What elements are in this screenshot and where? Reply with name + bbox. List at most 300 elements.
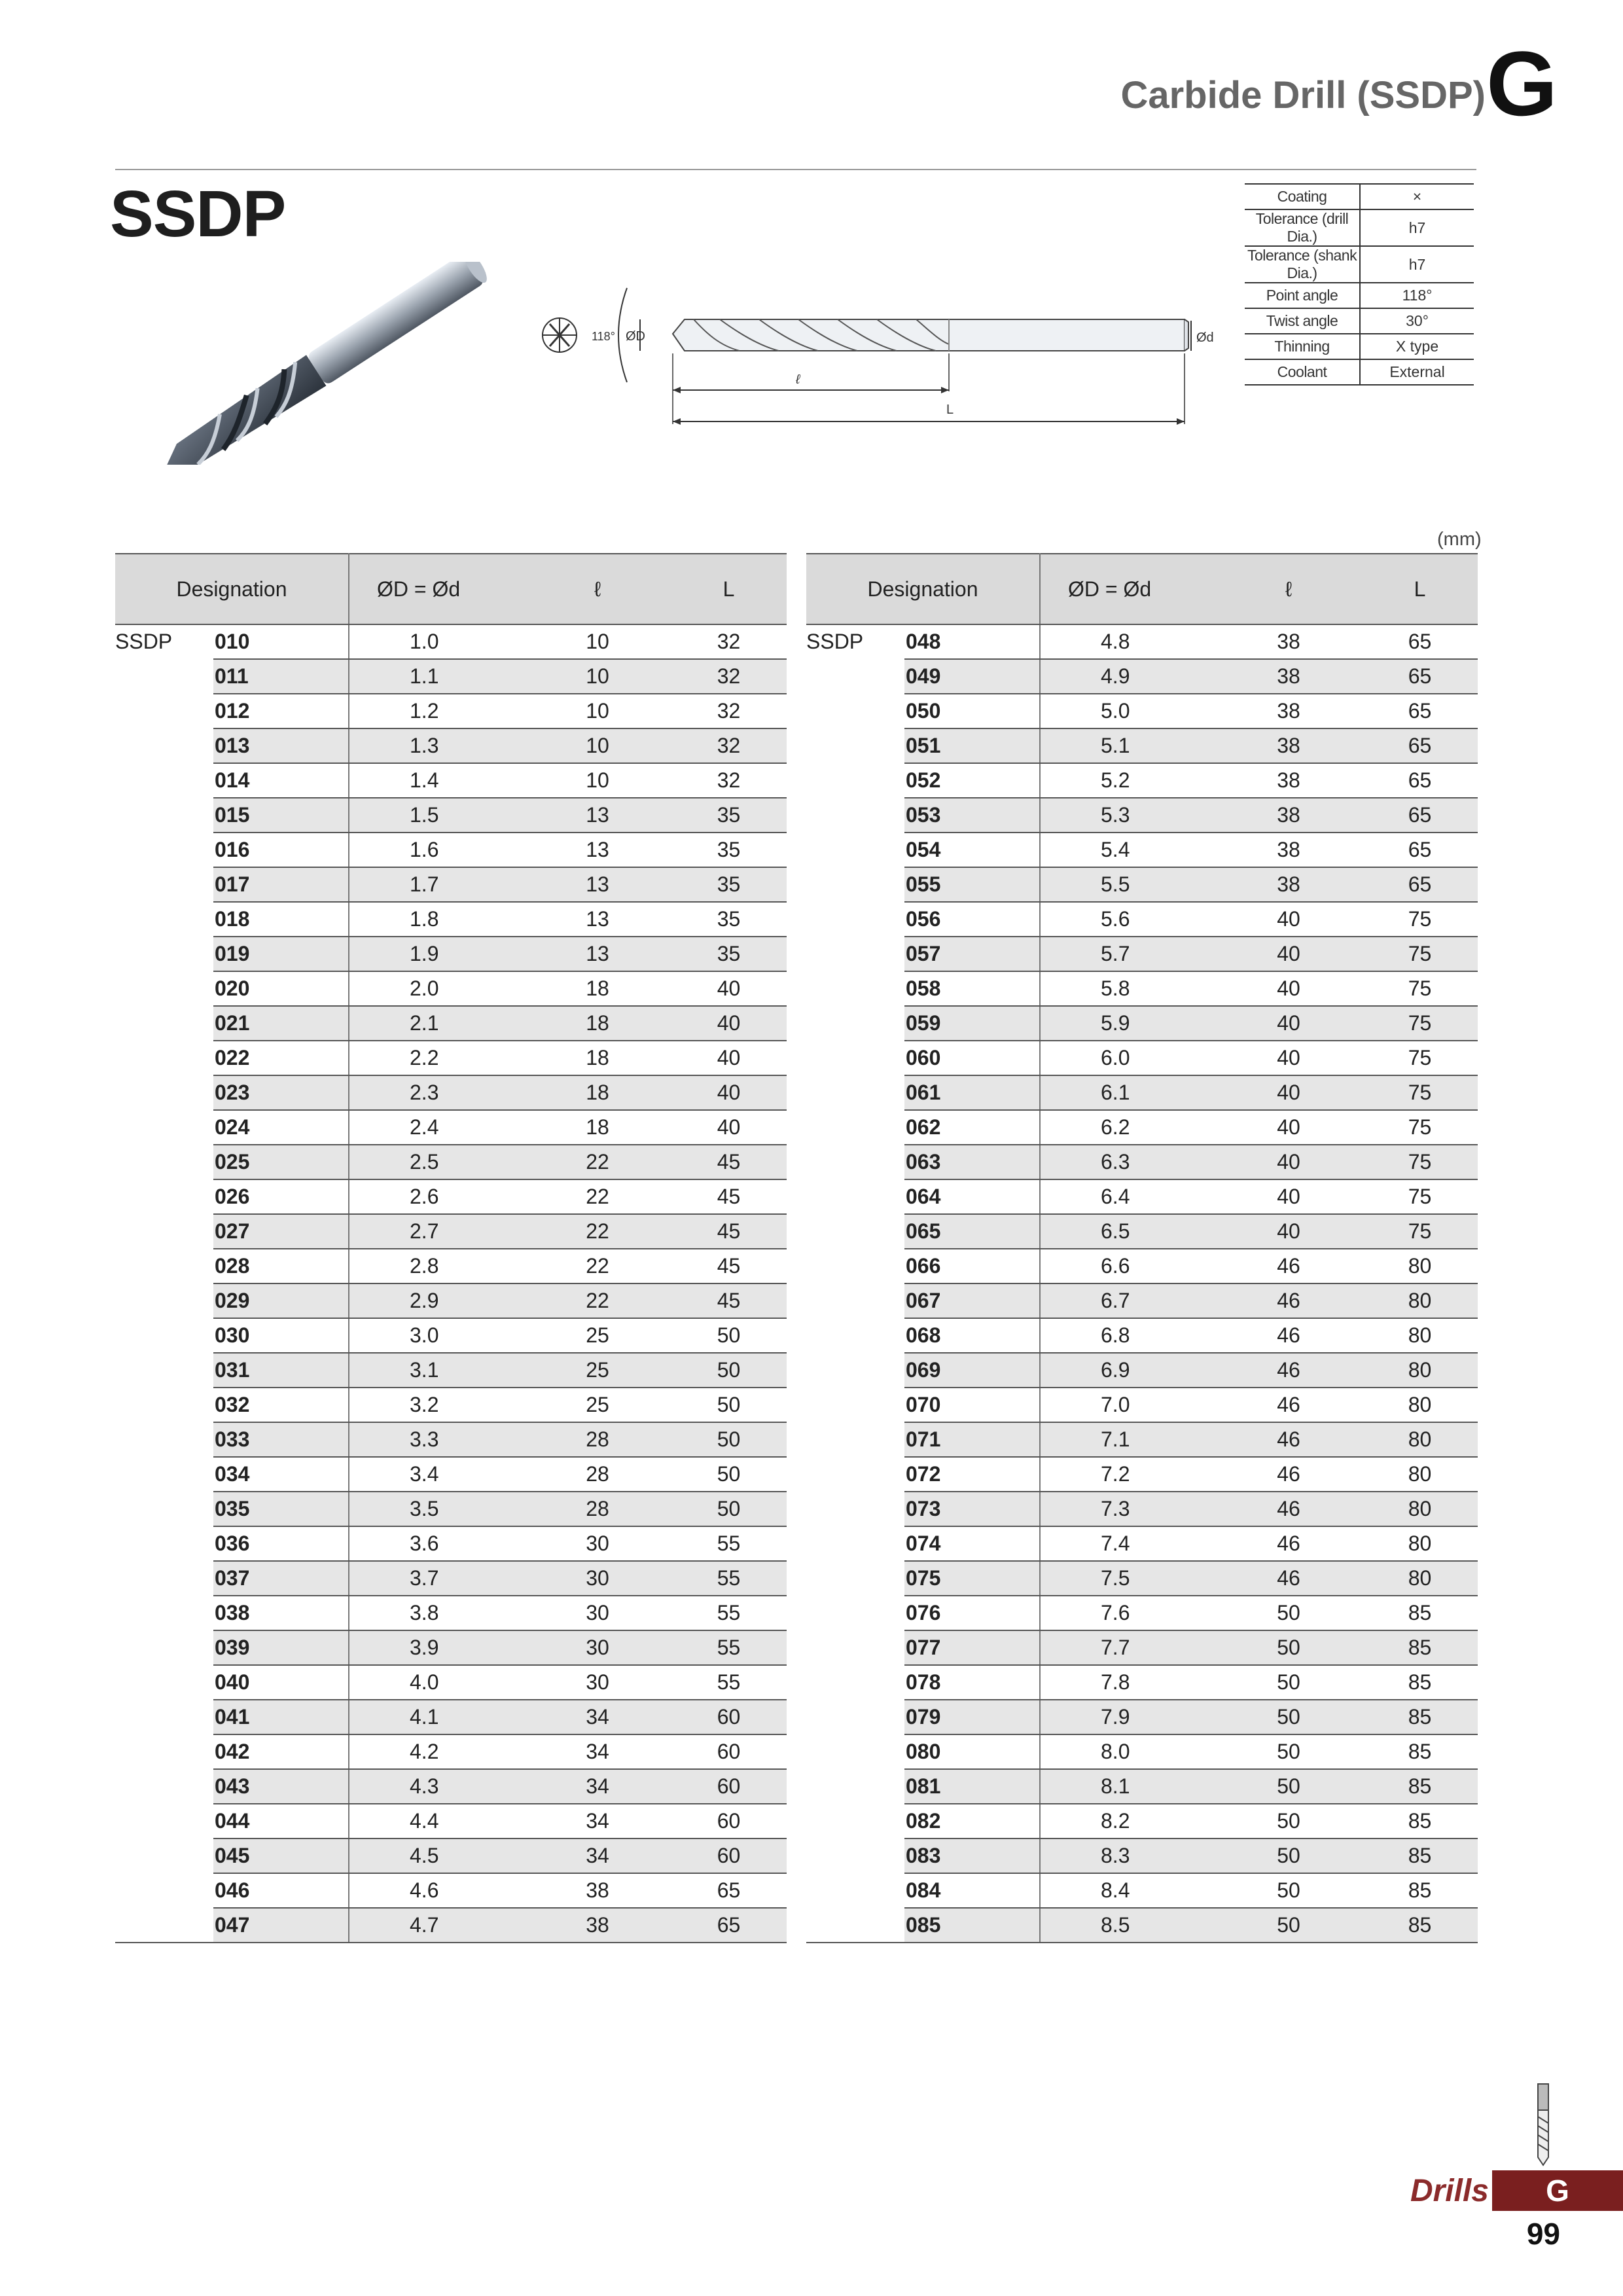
series-cell <box>115 833 213 867</box>
designation-code: 021 <box>213 1006 349 1041</box>
spec-key: Coolant <box>1245 359 1360 385</box>
diameter-value: 6.8 <box>1040 1318 1215 1353</box>
total-length-value: 35 <box>671 937 787 971</box>
spec-row <box>1245 209 1474 246</box>
designation-code: 079 <box>904 1700 1040 1734</box>
designation-code: 039 <box>213 1630 349 1665</box>
total-length-value: 75 <box>1362 902 1478 937</box>
table-row <box>115 1526 787 1561</box>
designation-code: 025 <box>213 1145 349 1179</box>
diameter-value: 3.2 <box>349 1388 524 1422</box>
diameter-value: 6.0 <box>1040 1041 1215 1075</box>
diameter-value: 1.4 <box>349 763 524 798</box>
flute-length-value: 10 <box>524 624 671 659</box>
series-cell <box>806 1318 904 1353</box>
designation-code: 078 <box>904 1665 1040 1700</box>
header-diameter: ØD = Ød <box>349 554 524 624</box>
total-length-value: 75 <box>1362 971 1478 1006</box>
flute-length-value: 38 <box>1215 798 1362 833</box>
diameter-value: 2.1 <box>349 1006 524 1041</box>
header-total-length: L <box>1362 554 1478 624</box>
designation-code: 044 <box>213 1804 349 1839</box>
drill-icon <box>1530 2081 1556 2166</box>
total-length-value: 60 <box>671 1804 787 1839</box>
designation-code: 048 <box>904 624 1040 659</box>
diameter-value: 2.4 <box>349 1110 524 1145</box>
total-length-value: 50 <box>671 1388 787 1422</box>
total-length-value: 32 <box>671 694 787 728</box>
table-row <box>115 1700 787 1734</box>
flute-length-value: 18 <box>524 971 671 1006</box>
flute-length-value: 40 <box>1215 1006 1362 1041</box>
flute-length-value: 13 <box>524 867 671 902</box>
spec-key: Thinning <box>1245 334 1360 359</box>
total-length-value: 60 <box>671 1769 787 1804</box>
diameter-value: 6.7 <box>1040 1283 1215 1318</box>
total-length-value: 32 <box>671 728 787 763</box>
designation-code: 053 <box>904 798 1040 833</box>
flute-length-value: 46 <box>1215 1561 1362 1596</box>
page-header-title: Carbide Drill (SSDP) <box>1120 74 1486 117</box>
series-cell <box>115 1873 213 1908</box>
total-length-value: 55 <box>671 1630 787 1665</box>
designation-code: 022 <box>213 1041 349 1075</box>
diameter-value: 5.5 <box>1040 867 1215 902</box>
designation-code: 046 <box>213 1873 349 1908</box>
total-length-value: 65 <box>671 1908 787 1943</box>
diameter-value: 4.5 <box>349 1839 524 1873</box>
series-cell <box>806 1457 904 1492</box>
total-length-value: 80 <box>1362 1388 1478 1422</box>
series-cell <box>115 763 213 798</box>
flute-length-value: 34 <box>524 1839 671 1873</box>
diameter-value: 2.0 <box>349 971 524 1006</box>
total-length-value: 65 <box>671 1873 787 1908</box>
series-cell <box>806 1804 904 1839</box>
total-length-value: 65 <box>1362 833 1478 867</box>
diameter-value: 6.2 <box>1040 1110 1215 1145</box>
total-length-value: 85 <box>1362 1873 1478 1908</box>
total-length-value: 50 <box>671 1353 787 1388</box>
spec-table <box>1245 183 1474 386</box>
table-row <box>115 1839 787 1873</box>
spec-value: X type <box>1360 334 1474 359</box>
series-cell <box>806 1075 904 1110</box>
designation-code: 023 <box>213 1075 349 1110</box>
table-row <box>806 624 1478 659</box>
series-cell <box>115 1596 213 1630</box>
diameter-value: 7.6 <box>1040 1596 1215 1630</box>
total-length-value: 65 <box>1362 694 1478 728</box>
dia-d-label: Ød <box>1196 331 1214 345</box>
designation-code: 083 <box>904 1839 1040 1873</box>
table-row <box>806 1006 1478 1041</box>
table-row <box>115 798 787 833</box>
total-length-value: 80 <box>1362 1422 1478 1457</box>
table-row <box>806 1457 1478 1492</box>
total-length-value: 65 <box>1362 798 1478 833</box>
series-cell <box>115 1179 213 1214</box>
total-length-value: 65 <box>1362 867 1478 902</box>
total-length-value: 55 <box>671 1526 787 1561</box>
table-row <box>806 1873 1478 1908</box>
designation-code: 081 <box>904 1769 1040 1804</box>
diameter-value: 4.6 <box>349 1873 524 1908</box>
designation-code: 062 <box>904 1110 1040 1145</box>
flute-length-value: 18 <box>524 1041 671 1075</box>
total-length-value: 85 <box>1362 1839 1478 1873</box>
total-length-value: 50 <box>671 1422 787 1457</box>
spec-key: Tolerance (shank Dia.) <box>1245 246 1360 283</box>
series-cell <box>115 1908 213 1943</box>
diameter-value: 4.9 <box>1040 659 1215 694</box>
table-row <box>115 902 787 937</box>
total-length-value: 80 <box>1362 1318 1478 1353</box>
diameter-value: 7.9 <box>1040 1700 1215 1734</box>
designation-code: 019 <box>213 937 349 971</box>
series-cell <box>806 1561 904 1596</box>
table-row <box>806 1526 1478 1561</box>
designation-code: 082 <box>904 1804 1040 1839</box>
series-cell <box>806 1630 904 1665</box>
designation-code: 061 <box>904 1075 1040 1110</box>
diameter-value: 1.9 <box>349 937 524 971</box>
drill-photo <box>151 262 504 465</box>
flute-length-value: 40 <box>1215 971 1362 1006</box>
header-diameter: ØD = Ød <box>1040 554 1215 624</box>
flute-length-value: 18 <box>524 1110 671 1145</box>
diameter-value: 3.7 <box>349 1561 524 1596</box>
diameter-value: 6.5 <box>1040 1214 1215 1249</box>
flute-length-value: 28 <box>524 1492 671 1526</box>
designation-code: 032 <box>213 1388 349 1422</box>
series-cell <box>115 1422 213 1457</box>
flute-length-value: 30 <box>524 1526 671 1561</box>
series-cell <box>115 902 213 937</box>
flute-length-value: 46 <box>1215 1457 1362 1492</box>
diameter-value: 7.1 <box>1040 1422 1215 1457</box>
total-length-value: 45 <box>671 1214 787 1249</box>
table-row <box>115 1908 787 1943</box>
designation-code: 040 <box>213 1665 349 1700</box>
flute-length-value: 38 <box>1215 694 1362 728</box>
flute-length-value: 46 <box>1215 1492 1362 1526</box>
series-cell <box>806 1769 904 1804</box>
table-row <box>806 1665 1478 1700</box>
total-length-value: 80 <box>1362 1353 1478 1388</box>
total-length-value: 85 <box>1362 1665 1478 1700</box>
header-total-length: L <box>671 554 787 624</box>
series-cell <box>806 1526 904 1561</box>
diameter-value: 8.4 <box>1040 1873 1215 1908</box>
series-cell <box>806 1734 904 1769</box>
diameter-value: 6.6 <box>1040 1249 1215 1283</box>
designation-code: 066 <box>904 1249 1040 1283</box>
header-designation: Designation <box>806 554 1040 624</box>
table-row <box>115 1388 787 1422</box>
series-cell <box>115 1041 213 1075</box>
table-row <box>115 1179 787 1214</box>
flute-length-value: 46 <box>1215 1318 1362 1353</box>
designation-code: 013 <box>213 728 349 763</box>
total-length-value: 80 <box>1362 1526 1478 1561</box>
series-cell <box>115 1630 213 1665</box>
table-row <box>115 833 787 867</box>
series-cell <box>806 1110 904 1145</box>
diameter-value: 4.8 <box>1040 624 1215 659</box>
angle-label: 118° <box>592 330 615 343</box>
table-row <box>806 1041 1478 1075</box>
table-row <box>806 971 1478 1006</box>
flute-length-value: 13 <box>524 798 671 833</box>
designation-code: 072 <box>904 1457 1040 1492</box>
series-cell <box>115 1283 213 1318</box>
total-length-value: 35 <box>671 798 787 833</box>
table-row <box>115 1596 787 1630</box>
flute-length-value: 30 <box>524 1630 671 1665</box>
designation-code: 033 <box>213 1422 349 1457</box>
spec-value: 118° <box>1360 283 1474 308</box>
flute-length-value: 38 <box>524 1908 671 1943</box>
series-cell <box>806 867 904 902</box>
flute-length-value: 38 <box>1215 833 1362 867</box>
flute-length-value: 50 <box>1215 1908 1362 1943</box>
flute-length-value: 30 <box>524 1665 671 1700</box>
series-cell <box>806 1179 904 1214</box>
diameter-value: 7.7 <box>1040 1630 1215 1665</box>
table-row <box>115 1353 787 1388</box>
diameter-value: 6.4 <box>1040 1179 1215 1214</box>
diameter-value: 8.1 <box>1040 1769 1215 1804</box>
diameter-value: 4.7 <box>349 1908 524 1943</box>
flute-length-value: 34 <box>524 1804 671 1839</box>
diameter-value: 8.2 <box>1040 1804 1215 1839</box>
designation-code: 037 <box>213 1561 349 1596</box>
flute-length-value: 38 <box>1215 763 1362 798</box>
series-cell <box>115 694 213 728</box>
series-cell <box>115 1561 213 1596</box>
series-cell <box>806 937 904 971</box>
flute-length-value: 30 <box>524 1596 671 1630</box>
total-length-value: 85 <box>1362 1630 1478 1665</box>
diameter-value: 5.9 <box>1040 1006 1215 1041</box>
series-cell <box>806 694 904 728</box>
designation-code: 055 <box>904 867 1040 902</box>
table-row <box>806 1561 1478 1596</box>
diameter-value: 3.8 <box>349 1596 524 1630</box>
flute-length-value: 46 <box>1215 1353 1362 1388</box>
series-cell <box>115 1839 213 1873</box>
table-row <box>806 1492 1478 1526</box>
designation-code: 068 <box>904 1318 1040 1353</box>
designation-code: 064 <box>904 1179 1040 1214</box>
diameter-value: 3.3 <box>349 1422 524 1457</box>
series-cell <box>806 798 904 833</box>
total-length-value: 32 <box>671 763 787 798</box>
diameter-value: 5.6 <box>1040 902 1215 937</box>
flute-length-value: 50 <box>1215 1769 1362 1804</box>
spec-key: Tolerance (drill Dia.) <box>1245 209 1360 246</box>
table-row <box>806 867 1478 902</box>
table-row <box>806 1422 1478 1457</box>
total-length-value: 32 <box>671 624 787 659</box>
table-row <box>115 728 787 763</box>
designation-code: 043 <box>213 1769 349 1804</box>
designation-table-right <box>806 553 1478 1943</box>
designation-code: 017 <box>213 867 349 902</box>
table-row <box>115 624 787 659</box>
flute-length-value: 10 <box>524 694 671 728</box>
diameter-value: 6.1 <box>1040 1075 1215 1110</box>
spec-value: h7 <box>1360 209 1474 246</box>
diameter-value: 8.5 <box>1040 1908 1215 1943</box>
series-cell <box>806 833 904 867</box>
series-cell <box>115 728 213 763</box>
total-length-value: 35 <box>671 833 787 867</box>
diameter-value: 7.4 <box>1040 1526 1215 1561</box>
total-length-value: 80 <box>1362 1283 1478 1318</box>
spec-value: 30° <box>1360 308 1474 334</box>
total-length-value: 40 <box>671 1041 787 1075</box>
series-cell <box>806 1353 904 1388</box>
flute-length-value: 38 <box>1215 624 1362 659</box>
flute-length-value: 22 <box>524 1179 671 1214</box>
flute-length-value: 50 <box>1215 1700 1362 1734</box>
table-row <box>806 1839 1478 1873</box>
total-length-value: 85 <box>1362 1596 1478 1630</box>
flute-length-value: 40 <box>1215 1110 1362 1145</box>
table-row <box>806 1908 1478 1943</box>
table-row <box>806 1353 1478 1388</box>
table-row <box>806 1596 1478 1630</box>
series-cell <box>806 1596 904 1630</box>
series-cell <box>806 1839 904 1873</box>
series-cell <box>806 728 904 763</box>
spec-row <box>1245 334 1474 359</box>
total-length-value: 50 <box>671 1318 787 1353</box>
diameter-value: 1.5 <box>349 798 524 833</box>
designation-code: 034 <box>213 1457 349 1492</box>
designation-code: 052 <box>904 763 1040 798</box>
designation-code: 041 <box>213 1700 349 1734</box>
table-row <box>115 1665 787 1700</box>
table-row <box>115 1110 787 1145</box>
footer-category: Drills <box>1410 2174 1489 2208</box>
flute-length-value: 18 <box>524 1075 671 1110</box>
footer-section-tab: G <box>1492 2170 1623 2211</box>
diameter-value: 1.6 <box>349 833 524 867</box>
series-cell <box>806 659 904 694</box>
designation-code: 074 <box>904 1526 1040 1561</box>
flute-length-value: 18 <box>524 1006 671 1041</box>
series-cell <box>115 1110 213 1145</box>
diameter-value: 3.4 <box>349 1457 524 1492</box>
total-length-value: 80 <box>1362 1457 1478 1492</box>
designation-code: 031 <box>213 1353 349 1388</box>
designation-code: 035 <box>213 1492 349 1526</box>
designation-code: 063 <box>904 1145 1040 1179</box>
table-row <box>806 833 1478 867</box>
series-cell <box>115 1526 213 1561</box>
table-row <box>115 1214 787 1249</box>
flute-length-value: 13 <box>524 833 671 867</box>
total-length-value: 75 <box>1362 1075 1478 1110</box>
flute-length-value: 50 <box>1215 1804 1362 1839</box>
designation-code: 075 <box>904 1561 1040 1596</box>
diameter-value: 1.0 <box>349 624 524 659</box>
total-length-value: 75 <box>1362 1145 1478 1179</box>
table-row <box>115 1145 787 1179</box>
total-length-value: 60 <box>671 1839 787 1873</box>
table-row <box>806 1179 1478 1214</box>
designation-code: 084 <box>904 1873 1040 1908</box>
flute-length-value: 30 <box>524 1561 671 1596</box>
series-cell <box>115 659 213 694</box>
diameter-value: 2.6 <box>349 1179 524 1214</box>
series-cell <box>115 1075 213 1110</box>
table-row <box>115 763 787 798</box>
designation-code: 028 <box>213 1249 349 1283</box>
table-row <box>115 1249 787 1283</box>
series-cell <box>115 798 213 833</box>
total-length-value: 65 <box>1362 728 1478 763</box>
table-row <box>806 1700 1478 1734</box>
flute-length-value: 50 <box>1215 1839 1362 1873</box>
series-cell <box>115 1318 213 1353</box>
table-row <box>115 1804 787 1839</box>
total-length-value: 45 <box>671 1283 787 1318</box>
drill-drawing <box>530 262 1230 432</box>
table-row <box>115 971 787 1006</box>
designation-code: 060 <box>904 1041 1040 1075</box>
spec-row <box>1245 246 1474 283</box>
designation-code: 077 <box>904 1630 1040 1665</box>
table-row <box>806 1283 1478 1318</box>
designation-code: 056 <box>904 902 1040 937</box>
table-row <box>115 1075 787 1110</box>
total-length-label: L <box>946 403 954 417</box>
designation-code: 036 <box>213 1526 349 1561</box>
table-row <box>806 1804 1478 1839</box>
flute-length-value: 28 <box>524 1422 671 1457</box>
diameter-value: 2.2 <box>349 1041 524 1075</box>
series-cell <box>806 1145 904 1179</box>
header-divider <box>115 169 1476 170</box>
designation-code: 011 <box>213 659 349 694</box>
table-row <box>115 1457 787 1492</box>
series-cell <box>115 1700 213 1734</box>
flute-length-value: 40 <box>1215 1145 1362 1179</box>
designation-code: 027 <box>213 1214 349 1249</box>
flute-length-value: 46 <box>1215 1388 1362 1422</box>
total-length-value: 85 <box>1362 1700 1478 1734</box>
series-cell: SSDP <box>806 630 864 653</box>
series-cell <box>115 1804 213 1839</box>
total-length-value: 85 <box>1362 1804 1478 1839</box>
table-row <box>115 1734 787 1769</box>
total-length-value: 60 <box>671 1734 787 1769</box>
header-designation: Designation <box>115 554 349 624</box>
total-length-value: 75 <box>1362 1110 1478 1145</box>
series-cell <box>115 1769 213 1804</box>
diameter-value: 7.8 <box>1040 1665 1215 1700</box>
total-length-value: 80 <box>1362 1561 1478 1596</box>
designation-code: 042 <box>213 1734 349 1769</box>
table-row <box>806 763 1478 798</box>
designation-code: 059 <box>904 1006 1040 1041</box>
diameter-value: 6.3 <box>1040 1145 1215 1179</box>
diameter-value: 1.2 <box>349 694 524 728</box>
